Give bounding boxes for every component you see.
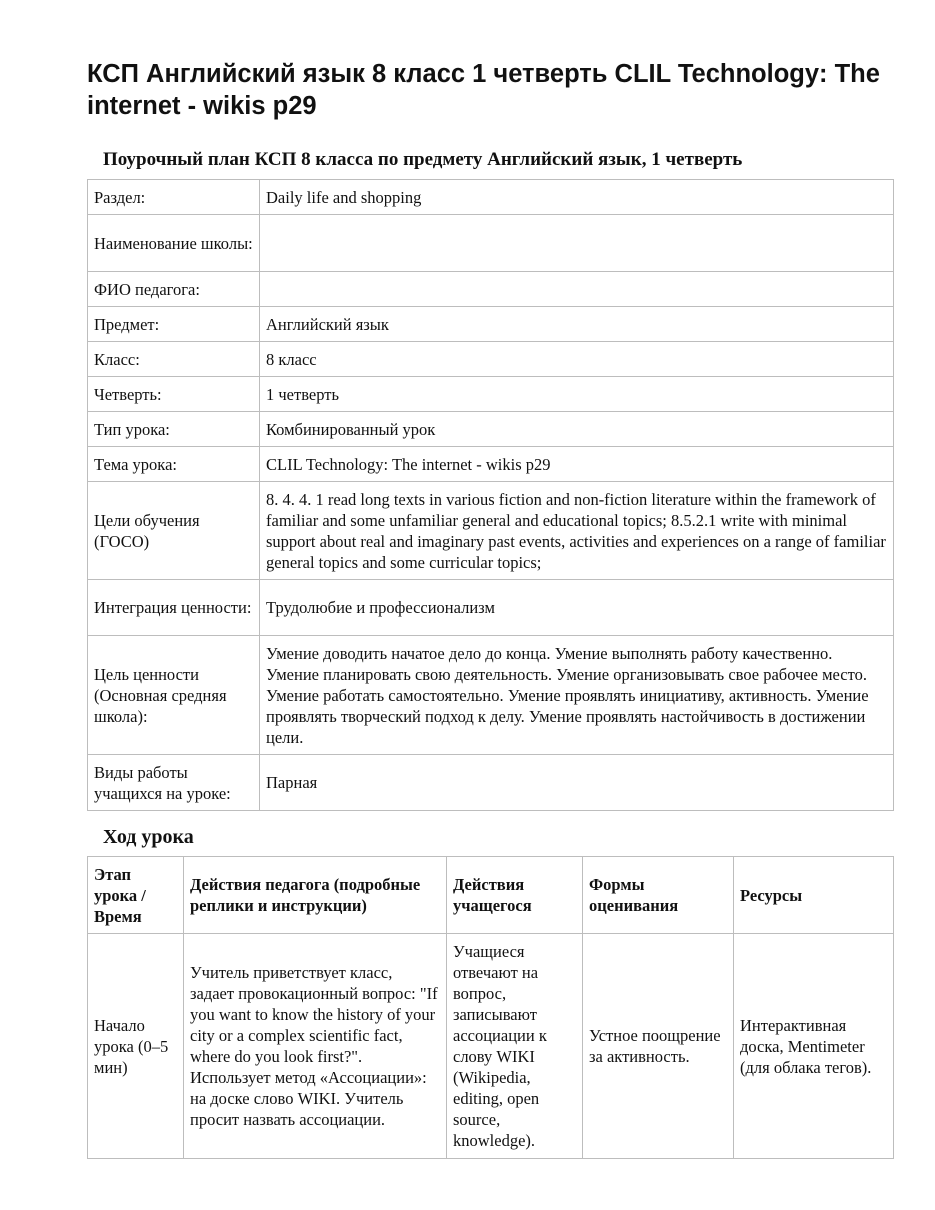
info-value: CLIL Technology: The internet - wikis p29: [260, 447, 894, 482]
resources-cell: Интерактивная доска, Mentimeter (для облака тегов).: [734, 934, 894, 1159]
info-row-school: [88, 215, 894, 272]
info-label: Четверть:: [88, 377, 260, 412]
student-actions-cell: Учащиеся отвечают на вопрос, записывают ассоциации к слову WIKI (Wikipedia, editing, open source, knowledge).: [447, 934, 583, 1159]
info-value: Парная: [260, 755, 894, 811]
info-row-topic: [88, 447, 894, 482]
info-value: Английский язык: [260, 307, 894, 342]
column-header-assessment: Формы оценивания: [583, 857, 734, 934]
teacher-actions-cell: Учитель приветствует класс, задает провокационный вопрос: "If you want to know the history of your city or a complex scientific fact, where do you look first?". Использует метод «Ассоциации»: на доске слово WIKI. Учитель просит назвать ассоциации.: [184, 934, 447, 1159]
info-label: Тип урока:: [88, 412, 260, 447]
lesson-info-table: [87, 179, 894, 811]
column-header-student-actions: Действия учащегося: [447, 857, 583, 934]
plan-heading: Поурочный план КСП 8 класса по предмету Английский язык, 1 четверть: [103, 149, 743, 170]
info-label: Наименование школы:: [88, 215, 260, 272]
info-value: 8. 4. 4. 1 read long texts in various fiction and non-fiction literature within the framework of familiar and some unfamiliar general and educational topics; 8.5.2.1 write with minimal support about real and imaginary past events, activities and experiences on a range of familiar general topics and some curricular topics;: [260, 482, 894, 580]
info-label: ФИО педагога:: [88, 272, 260, 307]
lesson-stage-cell: Начало урока (0–5 мин): [88, 934, 184, 1159]
info-row-work-types: [88, 755, 894, 811]
info-label: Тема урока:: [88, 447, 260, 482]
info-row-section: [88, 180, 894, 215]
assessment-cell: Устное поощрение за активность.: [583, 934, 734, 1159]
info-label: Предмет:: [88, 307, 260, 342]
info-row-value-integration: [88, 580, 894, 636]
info-row-teacher: [88, 272, 894, 307]
page-title: КСП Английский язык 8 класс 1 четверть CLIL Technology: The internet - wikis p29: [87, 60, 880, 120]
info-label: Цели обучения (ГОСО): [88, 482, 260, 580]
info-value: Daily life and shopping: [260, 180, 894, 215]
lesson-flow-heading: Ход урока: [103, 826, 194, 848]
table-row: [88, 934, 894, 1159]
info-label: Класс:: [88, 342, 260, 377]
info-value: Умение доводить начатое дело до конца. Умение выполнять работу качественно. Умение планировать свою деятельность. Умение организовывать свое рабочее место. Умение работать самостоятельно. Умение проявлять инициативу, активность. Умение проявлять творческий подход к делу. Умение проявлять настойчивость в достижении цели.: [260, 636, 894, 755]
info-label: Раздел:: [88, 180, 260, 215]
info-value: [260, 272, 894, 307]
info-value: [260, 215, 894, 272]
info-value: 8 класс: [260, 342, 894, 377]
info-row-value-goal: [88, 636, 894, 755]
lesson-header-row: [88, 857, 894, 934]
column-header-stage: Этап урока / Время: [88, 857, 184, 934]
info-label: Интеграция ценности:: [88, 580, 260, 636]
info-value: Комбинированный урок: [260, 412, 894, 447]
info-value: 1 четверть: [260, 377, 894, 412]
column-header-teacher-actions: Действия педагога (подробные реплики и инструкции): [184, 857, 447, 934]
info-value: Трудолюбие и профессионализм: [260, 580, 894, 636]
info-row-lesson-type: [88, 412, 894, 447]
info-row-grade: [88, 342, 894, 377]
info-row-learning-objectives: [88, 482, 894, 580]
info-row-subject: [88, 307, 894, 342]
lesson-flow-table: [87, 856, 894, 1159]
info-label: Виды работы учащихся на уроке:: [88, 755, 260, 811]
info-row-quarter: [88, 377, 894, 412]
column-header-resources: Ресурсы: [734, 857, 894, 934]
info-label: Цель ценности (Основная средняя школа):: [88, 636, 260, 755]
